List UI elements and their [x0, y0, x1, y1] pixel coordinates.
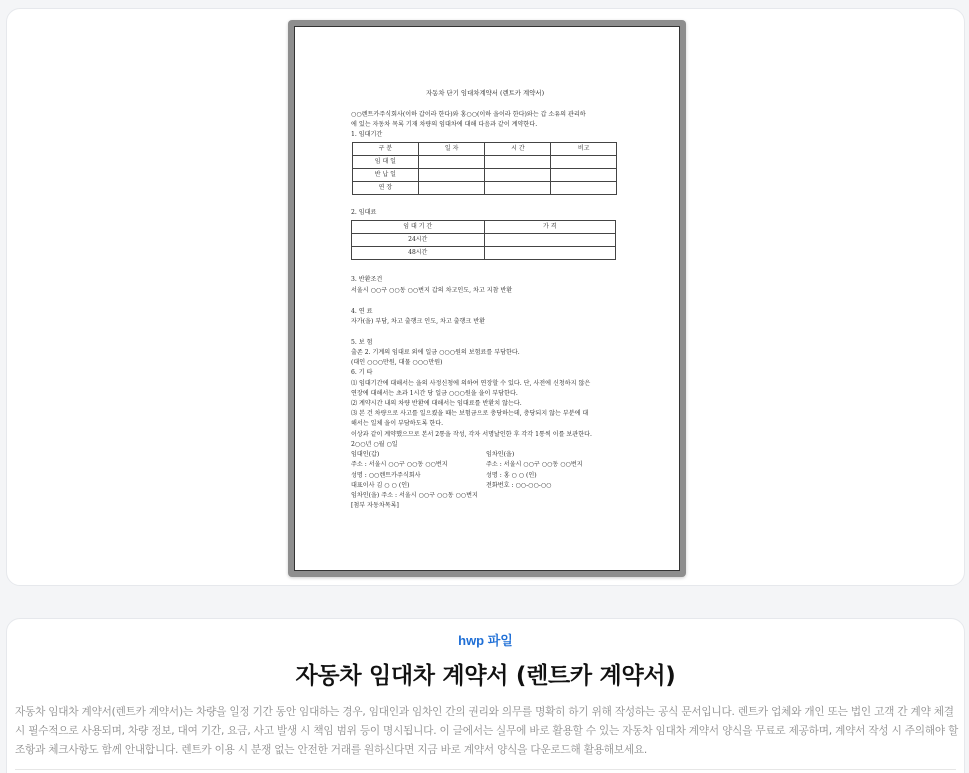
lessee-line: 주소 : 서울시 ○○구 ○○동 ○○번지	[486, 461, 583, 468]
section-text: 해서는 일체 을이 부담하도록 한다.	[351, 420, 444, 427]
document-preview-card	[6, 8, 965, 586]
section-heading: 3. 반환조건	[351, 276, 383, 283]
section-heading: 5. 보 험	[351, 339, 373, 346]
section-text: 출존 2. 기계의 임대료 외에 일금 ○○○원의 보험료를 부담한다.	[351, 349, 520, 356]
table-header: 가 격	[484, 221, 616, 234]
table-header: 비고	[551, 143, 617, 156]
page-title: 자동차 임대차 계약서 (렌트카 계약서)	[295, 663, 676, 689]
section-heading: 2. 임대료	[351, 209, 377, 216]
lessor-line: 대표이사 김 ○ ○ (인)	[351, 482, 410, 489]
divider	[15, 769, 956, 770]
document-intro-line: 에 있는 자동차 목록 기재 차량의 임대차에 대해 다음과 같이 계약한다.	[351, 121, 538, 128]
document-description: 자동차 임대차 계약서(렌트카 계약서)는 차량을 일정 기간 동안 임대하는 경우, 임대인과 임차인 간의 권리와 의무를 명확히 하기 위해 작성하는 공식 문서입니다. 렌트카 업체와 개인 또는 법인 고객 간 계약 체결 시 필수적으로 사용되며, 차량 정보, 대여 기간, 요금, 사고 발생 시 책임 범위 등이 명시됩니다. 이 글에서는 실무에 바로 활용할 수 있는 자동차 임대차 계약서 양식을 무료로 제공하며, 계약서 작성 시 주의해야 할 조항과 체크사항도 함께 안내합니다. 렌트카 이용 시 분쟁 없는 안전한 거래를 원하신다면 지금 바로 계약서 양식을 다운로드해 활용해보세요.	[15, 706, 959, 756]
lessee-line: 성명 : 홍 ○ ○ (인)	[486, 472, 537, 479]
contract-date: 2○○년 ○월 ○일	[351, 441, 398, 448]
table-header: 일 자	[418, 143, 485, 156]
table-header: 시 간	[485, 143, 551, 156]
lessee-line: 전화번호 : ○○-○○-○○	[486, 482, 552, 489]
lessee-address-line: 임차인(을) 주소 : 서울시 ○○구 ○○동 ○○번지	[351, 492, 478, 499]
rental-fee-table	[351, 220, 616, 260]
table-row-label: 연 장	[353, 182, 419, 195]
document-preview-frame[interactable]	[288, 20, 686, 577]
lessee-line: 임차인(을)	[486, 451, 515, 458]
table-row-label: 24시간	[352, 234, 485, 247]
table-row-label: 48시간	[352, 247, 485, 260]
lessor-line: 성명 : ○○렌트카주식회사	[351, 472, 421, 479]
section-text: 서울시 ○○구 ○○동 ○○번지 갑의 차고인도, 차고 지참 반환	[351, 287, 513, 294]
document-info-card	[6, 618, 965, 773]
table-row-label: 임 대 일	[353, 156, 419, 169]
section-text: 이상과 같이 계약했으므로 본서 2통을 작성, 각자 서명날인한 후 각각 1통씩 이를 보관한다.	[351, 431, 592, 438]
attachment-line: [첨부 자동차목록]	[351, 502, 399, 509]
file-type-label: hwp 파일	[458, 633, 513, 648]
rental-period-table	[352, 142, 617, 195]
document-page	[294, 26, 680, 571]
section-text: ⑶ 본 건 차량으로 사고를 일으켰을 때는 보험금으로 충당하는데, 충당되지 않는 부분에 대	[351, 410, 589, 417]
section-text: 연장에 대해서는 초과 1시간 당 일금 ○○○원을 을이 부담한다.	[351, 390, 518, 397]
table-header: 구 분	[353, 143, 419, 156]
document-intro-line: ○○렌트카주식회사(이하 갑이라 한다)와 홍○○(이하 을이라 한다)와는 갑 소유의 관리하	[351, 111, 586, 118]
section-text: ⑵ 계약시간 내의 차량 반환에 대해서는 임대료를 반환치 않는다.	[351, 400, 522, 407]
section-text: (대인 ○○○만원, 대물 ○○○만원)	[351, 359, 443, 366]
section-heading: 1. 임대기간	[351, 131, 383, 138]
lessor-line: 임대인(갑)	[351, 451, 380, 458]
section-heading: 4. 연 료	[351, 308, 373, 315]
section-heading: 6. 기 타	[351, 369, 373, 376]
lessor-line: 주소 : 서울시 ○○구 ○○동 ○○번지	[351, 461, 448, 468]
section-text: 자가(을) 부담, 차고 출행크 인도, 차고 출행크 반환	[351, 318, 486, 325]
table-row-label: 반 납 일	[353, 169, 419, 182]
section-text: ⑴ 임대기간에 대해서는 을의 사정신청에 의하여 연장할 수 있다. 단, 사전에 신청하지 않은	[351, 380, 591, 387]
table-header: 임 대 기 간	[352, 221, 485, 234]
document-title: 자동차 단기 임대차계약서 (렌트카 계약서)	[426, 89, 545, 97]
